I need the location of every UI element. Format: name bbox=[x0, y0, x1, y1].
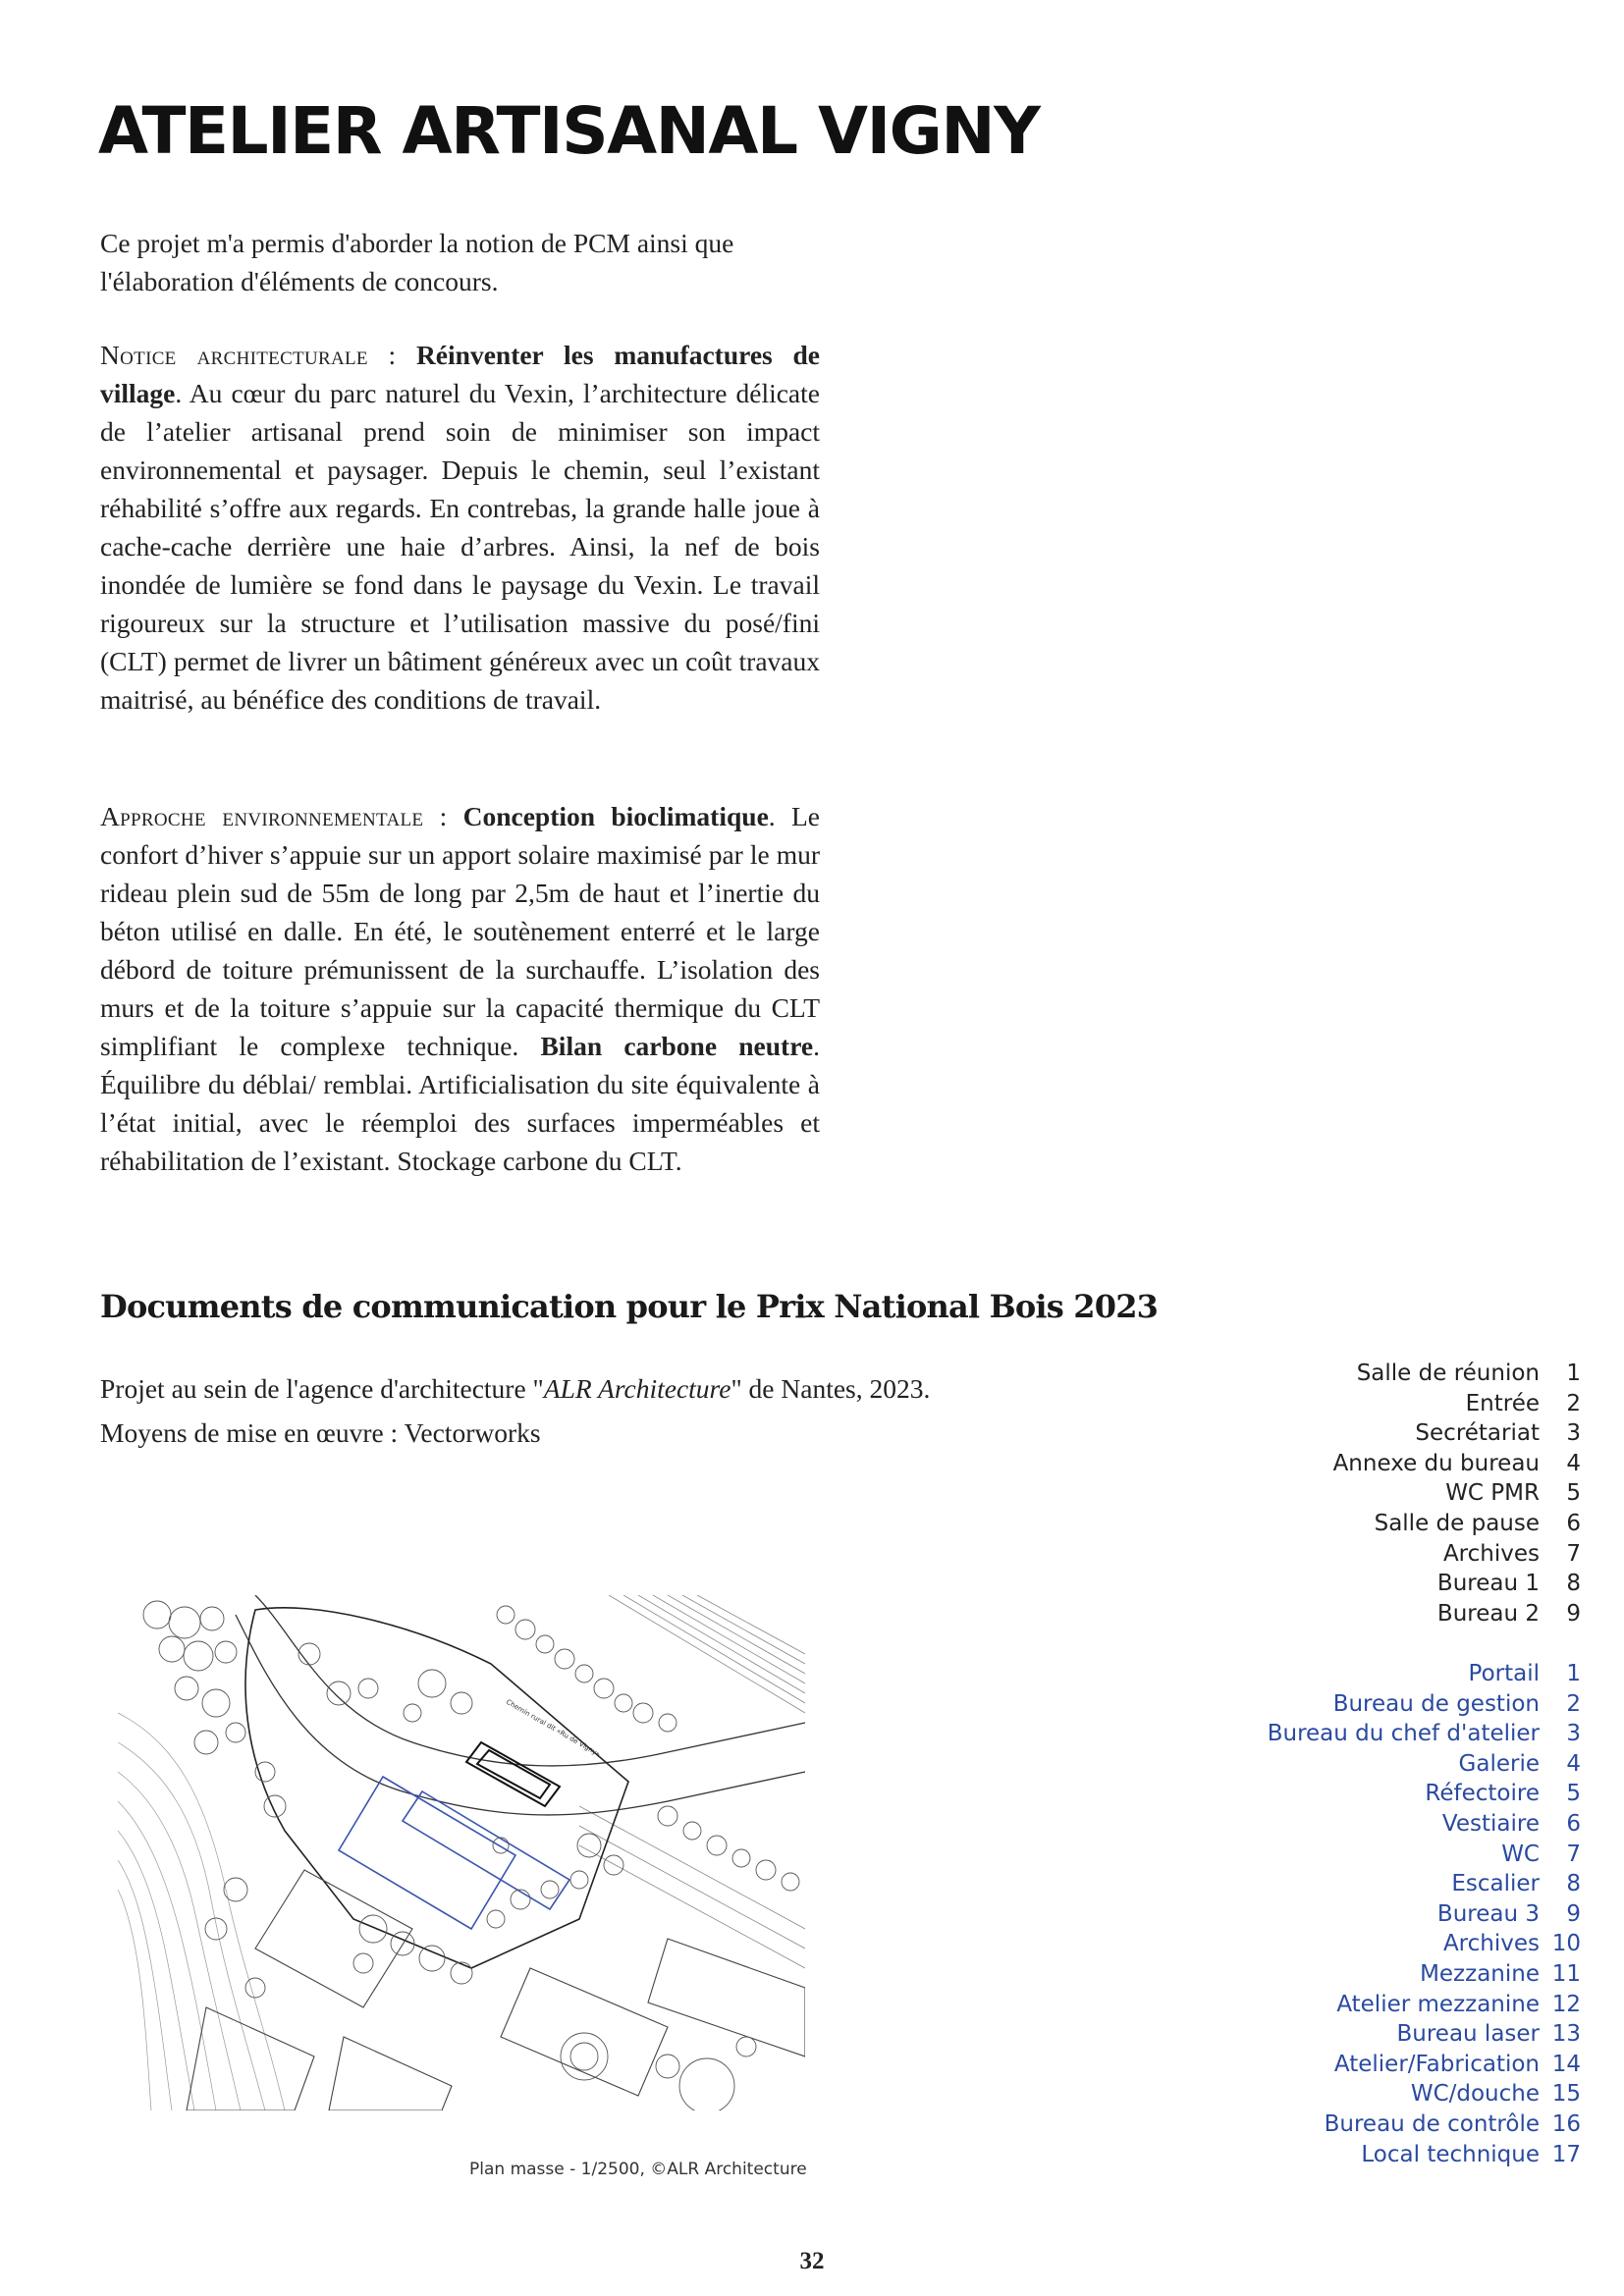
legend-label: Archives bbox=[1442, 1931, 1540, 1957]
legend-number: 16 bbox=[1551, 2110, 1581, 2137]
legend-label: Atelier/Fabrication bbox=[1333, 2051, 1540, 2077]
approche-body-2: . Équilibre du déblai/ remblai. Artificialisation du site équivalente à l’état initial, avec le réemploi des surfaces imperméables et réhabilitation de l’existant. Stockage carbone du CLT. bbox=[100, 1031, 820, 1176]
legend-item bbox=[1168, 1599, 1581, 1629]
legend-number: 13 bbox=[1551, 2021, 1581, 2048]
legend-item bbox=[1168, 1539, 1581, 1570]
legend-label: Bureau de contrôle bbox=[1324, 2110, 1540, 2137]
legend-label: Bureau laser bbox=[1396, 2021, 1540, 2048]
legend-label: Entrée bbox=[1465, 1390, 1540, 1416]
legend-item bbox=[1168, 2140, 1581, 2170]
legend-item bbox=[1168, 1689, 1581, 1720]
legend-item bbox=[1168, 1869, 1581, 1899]
project-means: Moyens de mise en œuvre : Vectorworks bbox=[100, 1417, 541, 1448]
legend-label: WC/douche bbox=[1410, 2081, 1540, 2108]
legend-item bbox=[1168, 1959, 1581, 1990]
legend-item bbox=[1168, 1418, 1581, 1449]
notice-sep: : bbox=[367, 340, 416, 370]
site-plan-drawing bbox=[118, 1595, 805, 2110]
legend-label: Secrétariat bbox=[1415, 1420, 1540, 1447]
approche-text bbox=[100, 797, 820, 1180]
legend-number: 4 bbox=[1566, 1450, 1581, 1476]
legend-item bbox=[1168, 1899, 1581, 1930]
page-title: ATELIER ARTISANAL VIGNY bbox=[98, 93, 1040, 169]
notice-highlight: Réinventer les manufactures de village bbox=[100, 340, 820, 408]
legend-label: Vestiaire bbox=[1441, 1810, 1540, 1837]
intro-text: Ce projet m'a permis d'aborder la notion de PCM ainsi que l'élaboration d'éléments de concours. bbox=[100, 228, 734, 296]
legend-number: 15 bbox=[1551, 2081, 1581, 2108]
legend-number: 10 bbox=[1551, 1931, 1581, 1957]
legend-item bbox=[1168, 2019, 1581, 2050]
legend-label: Bureau 3 bbox=[1436, 1900, 1540, 1927]
legend-number: 2 bbox=[1566, 1690, 1581, 1717]
legend-number: 3 bbox=[1566, 1420, 1581, 1447]
legend-label: Bureau 1 bbox=[1436, 1571, 1540, 1597]
project-agency: ALR Architecture bbox=[543, 1373, 731, 1404]
legend-label: Mezzanine bbox=[1420, 1960, 1540, 1987]
legend-label: Bureau du chef d'atelier bbox=[1267, 1721, 1540, 1747]
legend-item bbox=[1168, 1449, 1581, 1479]
legend-number: 8 bbox=[1566, 1571, 1581, 1597]
legend-number: 1 bbox=[1566, 1361, 1581, 1386]
approche-paragraph bbox=[100, 797, 820, 1180]
legend-label: Salle de réunion bbox=[1356, 1361, 1540, 1386]
legend-item bbox=[1168, 1749, 1581, 1780]
legend-item bbox=[1168, 1389, 1581, 1419]
legend-number: 5 bbox=[1566, 1781, 1581, 1807]
legend-number: 12 bbox=[1551, 1991, 1581, 2017]
legend-number: 17 bbox=[1551, 2141, 1581, 2167]
legend-number: 3 bbox=[1566, 1721, 1581, 1747]
legend-number: 6 bbox=[1566, 1810, 1581, 1837]
approche-highlight-2: Bilan carbone neutre bbox=[540, 1031, 814, 1061]
legend-number: 7 bbox=[1566, 1540, 1581, 1567]
project-suffix: " de Nantes, 2023. bbox=[731, 1373, 931, 1404]
road-edge bbox=[236, 1615, 805, 1815]
approche-highlight: Conception bioclimatique bbox=[462, 801, 769, 831]
legend-label: WC PMR bbox=[1445, 1480, 1540, 1507]
notice-paragraph bbox=[100, 336, 820, 719]
approche-label: Approche environnementale bbox=[100, 801, 424, 831]
legend-number: 14 bbox=[1551, 2051, 1581, 2077]
legend-label: Réfectoire bbox=[1425, 1781, 1540, 1807]
project-prefix: Projet au sein de l'agence d'architecture " bbox=[100, 1373, 544, 1404]
plan-caption: Plan masse - 1/2500, ©ALR Architecture bbox=[469, 2160, 807, 2179]
legend-item bbox=[1168, 1719, 1581, 1749]
legend-label: Escalier bbox=[1451, 1871, 1540, 1897]
legend-item bbox=[1168, 1779, 1581, 1809]
legend-number: 9 bbox=[1566, 1600, 1581, 1627]
legend-item bbox=[1168, 1659, 1581, 1689]
legend-number: 4 bbox=[1566, 1750, 1581, 1777]
legend-label: Salle de pause bbox=[1374, 1510, 1540, 1536]
project-line bbox=[100, 1366, 930, 1411]
legend-administration bbox=[1168, 1359, 1581, 1629]
legend-number: 6 bbox=[1566, 1510, 1581, 1536]
legend-item bbox=[1168, 1478, 1581, 1509]
legend-item bbox=[1168, 1509, 1581, 1539]
legend-item bbox=[1168, 2109, 1581, 2140]
legend-label: Archives bbox=[1442, 1540, 1540, 1567]
notice-label: Notice architecturale bbox=[100, 340, 368, 370]
legend-item bbox=[1168, 1809, 1581, 1840]
existing-building bbox=[466, 1742, 560, 1806]
legend-number: 9 bbox=[1566, 1900, 1581, 1927]
legend-atelier bbox=[1168, 1659, 1581, 2169]
legend-label: Annexe du bureau bbox=[1332, 1450, 1540, 1476]
legend-label: WC bbox=[1501, 1841, 1540, 1867]
project-info bbox=[100, 1366, 930, 1455]
trees bbox=[143, 1601, 799, 2110]
legend-item bbox=[1168, 1840, 1581, 1870]
legend-item bbox=[1168, 1990, 1581, 2020]
approche-body-1: . Le confort d’hiver s’appuie sur un apport solaire maximisé par le mur rideau plein sud de 55m de long par 2,5m de haut et l’inertie du béton utilisé en dalle. En été, le soutènement enterré et le large débord de toiture prémunissent de la surchauffe. L’isolation des murs et de la toiture s’appuie sur la capacité thermique du CLT simplifiant le complexe technique. bbox=[100, 801, 820, 1061]
notice-body: . Au cœur du parc naturel du Vexin, l’architecture délicate de l’atelier artisanal prend soin de minimiser son impact environnemental et paysager. Depuis le chemin, seul l’existant réhabilité s’offre aux regards. En contrebas, la grande halle joue à cache-cache derrière une haie d’arbres. Ainsi, la nef de bois inondée de lumière se fond dans le paysage du Vexin. Le travail rigoureux sur la structure et l’utilisation massive du posé/fini (CLT) permet de livrer un bâtiment généreux avec un coût travaux maitrisé, au bénéfice des conditions de travail. bbox=[100, 378, 820, 715]
legend-item bbox=[1168, 1359, 1581, 1389]
legend-label: Portail bbox=[1468, 1661, 1540, 1686]
road-label: Chemin rural dit «Ru de Vigny» bbox=[505, 1697, 602, 1759]
legend-item bbox=[1168, 1569, 1581, 1599]
legend-item bbox=[1168, 1929, 1581, 1959]
legend-label: Local technique bbox=[1361, 2141, 1540, 2167]
site-boundary bbox=[245, 1608, 628, 1968]
legend-label: Bureau de gestion bbox=[1332, 1690, 1540, 1717]
section-subtitle: Documents de communication pour le Prix National Bois 2023 bbox=[100, 1288, 1159, 1325]
legend-number: 2 bbox=[1566, 1390, 1581, 1416]
intro-paragraph bbox=[100, 224, 820, 300]
neighbour-buildings bbox=[187, 1870, 805, 2110]
parking-lines bbox=[579, 1595, 805, 1968]
legend-label: Atelier mezzanine bbox=[1336, 1991, 1540, 2017]
legend-number: 5 bbox=[1566, 1480, 1581, 1507]
legend-number: 7 bbox=[1566, 1841, 1581, 1867]
legend-number: 8 bbox=[1566, 1871, 1581, 1897]
page-number: 32 bbox=[799, 2248, 825, 2274]
legend-label: Bureau 2 bbox=[1436, 1600, 1540, 1627]
notice-text bbox=[100, 336, 820, 719]
legend-item bbox=[1168, 2079, 1581, 2109]
legend-label: Galerie bbox=[1458, 1750, 1540, 1777]
legend-item bbox=[1168, 2050, 1581, 2080]
approche-sep: : bbox=[423, 801, 463, 831]
legend-number: 11 bbox=[1551, 1960, 1581, 1987]
legend-number: 1 bbox=[1566, 1661, 1581, 1686]
